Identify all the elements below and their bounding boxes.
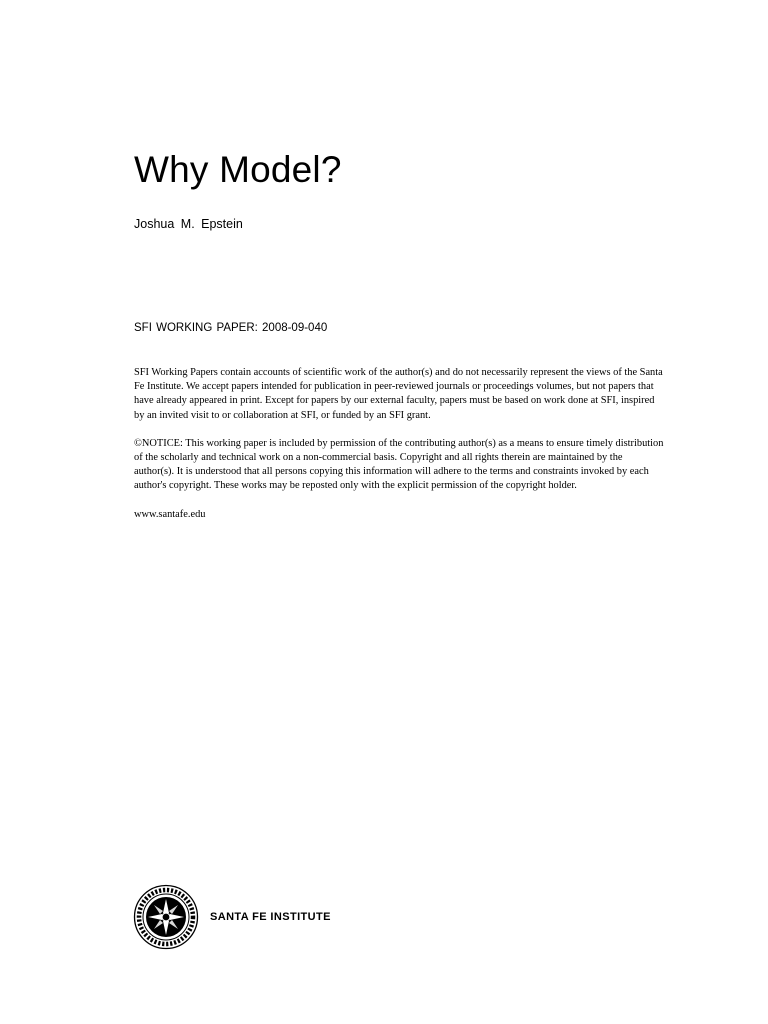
working-paper-id: SFI WORKING PAPER: 2008-09-040 xyxy=(134,322,328,334)
document-title: Why Model? xyxy=(134,149,342,190)
notice-block xyxy=(134,366,664,536)
copyright-notice-paragraph: ©NOTICE: This working paper is included by permission of the contributing author(s) as a means to ensure timely distribution of the scholarly and technical work on a non-commercial basis. Copyright and all rights therein are maintained by the author(s). It is understood that all persons copying this information will adhere to the terms and constraints invoked by each author's copyright. These works may be reposted only with the explicit permission of the copyright holder. xyxy=(134,437,664,492)
author-name: Joshua M. Epstein xyxy=(134,217,243,231)
institute-name: SANTA FE INSTITUTE xyxy=(210,911,331,923)
santa-fe-institute-seal-icon xyxy=(133,884,199,950)
working-papers-paragraph: SFI Working Papers contain accounts of scientific work of the author(s) and do not necessarily represent the views of the Santa Fe Institute. We accept papers intended for publication in peer-reviewed journals or proceedings volumes, but not papers that have already appeared in print. Except for papers by our external faculty, papers must be based on work done at SFI, inspired by an invited visit to or collaboration at SFI, or funded by an SFI grant. xyxy=(134,367,663,421)
website-link[interactable]: www.santafe.edu xyxy=(134,508,206,520)
